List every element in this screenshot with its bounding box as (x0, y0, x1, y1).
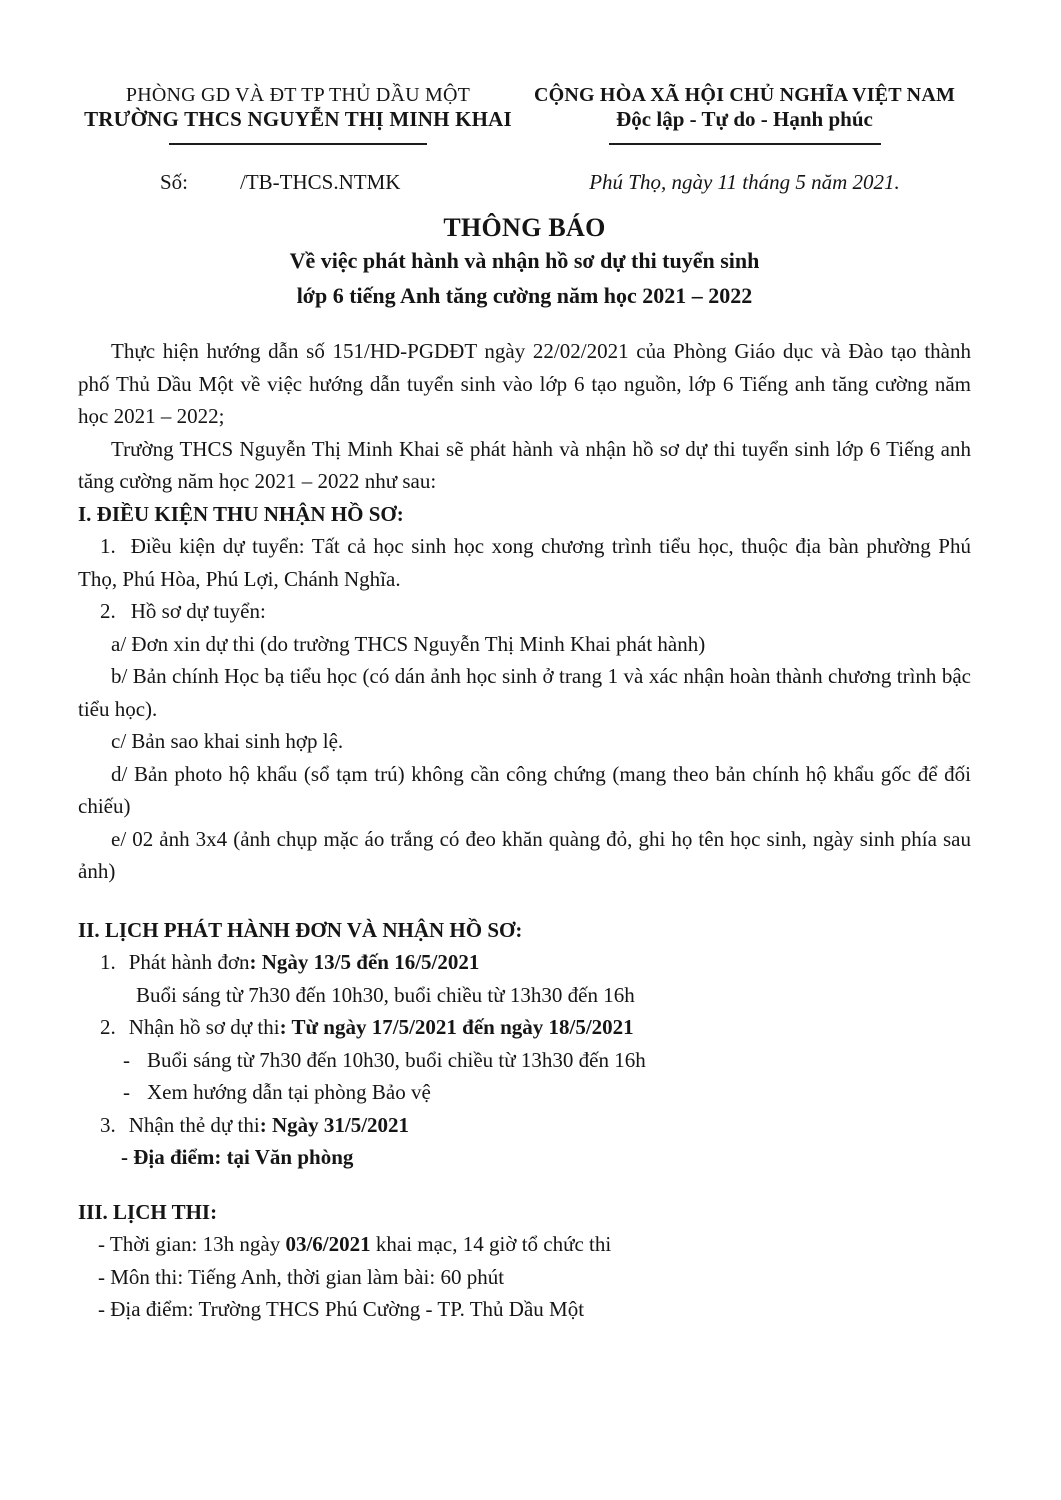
section1-item2-text: Hồ sơ dự tuyển: (130, 599, 266, 623)
issuer-school-name: TRƯỜNG THCS NGUYỄN THỊ MINH KHAI (84, 107, 512, 131)
section2-item2-date: : Từ ngày 17/5/2021 đến ngày 18/5/2021 (279, 1015, 634, 1039)
section1-sub-b: b/ Bản chính Học bạ tiểu học (có dán ảnh học sinh ở trang 1 và xác nhận hoàn thành chương trình bậc tiểu học). (78, 664, 971, 721)
issuer-underline (169, 143, 427, 145)
section3-heading: III. LỊCH THI: (78, 1199, 218, 1224)
section2-item1 (78, 946, 971, 979)
section3-time-pre: - Thời gian: 13h ngày (98, 1232, 286, 1256)
doc-subtitle2: lớp 6 tiếng Anh tăng cường năm học 2021 – 2022 (296, 283, 753, 308)
section2-item2-label: Nhận hồ sơ dự thi (128, 1015, 280, 1039)
section2-item1-date: : Ngày 13/5 đến 16/5/2021 (249, 950, 480, 974)
section1-item1-number: 1. (100, 534, 116, 558)
doc-place-date: Phú Thọ, ngày 11 tháng 5 năm 2021. (589, 170, 900, 194)
national-motto-line1: CỘNG HÒA XÃ HỘI CHỦ NGHĨA VIỆT NAM (533, 84, 956, 106)
doc-meta-row (78, 170, 971, 195)
section2-item3-date: : Ngày 31/5/2021 (259, 1112, 410, 1137)
doc-subtitle1: Về việc phát hành và nhận hồ sơ dự thi tuyển sinh (289, 248, 760, 273)
section2-item2 (78, 1011, 971, 1044)
section2-item3-location: - Địa điểm: tại Văn phòng (121, 1145, 354, 1169)
section2-item1-schedule: Buổi sáng từ 7h30 đến 10h30, buổi chiều từ 13h30 đến 16h (136, 982, 635, 1007)
section1-heading: I. ĐIỀU KIỆN THU NHẬN HỒ SƠ: (78, 501, 404, 526)
doc-number (78, 170, 518, 195)
section3-time-line (78, 1228, 971, 1261)
section2-heading: II. LỊCH PHÁT HÀNH ĐƠN VÀ NHẬN HỒ SƠ: (78, 917, 523, 942)
section3-subject-line: - Môn thi: Tiếng Anh, thời gian làm bài: 60 phút (98, 1264, 505, 1289)
section3-time-post: khai mạc, 14 giờ tổ chức thi (370, 1232, 612, 1256)
letterhead-issuer (78, 84, 518, 150)
section1-item1-text: Điều kiện dự tuyển: Tất cả học sinh học xong chương trình tiểu học, thuộc địa bàn phường Phú Thọ, Phú Hòa, Phú Lợi, Chánh Nghĩa. (78, 534, 971, 591)
section1-sub-a: a/ Đơn xin dự thi (do trường THCS Nguyễn Thị Minh Khai phát hành) (111, 631, 706, 656)
section2-item2-sub1-text: Buổi sáng từ 7h30 đến 10h30, buổi chiều từ 13h30 đến 16h (147, 1047, 646, 1072)
section1-item2-number: 2. (100, 599, 116, 623)
section2-item1-number: 1. (100, 950, 116, 974)
doc-body (78, 335, 971, 1326)
doc-number-value: /TB-THCS.NTMK (240, 170, 401, 194)
letterhead (78, 84, 971, 150)
section2-item3 (78, 1109, 971, 1142)
section1-sub-c: c/ Bản sao khai sinh hợp lệ. (111, 729, 344, 753)
section3-exam-date: 03/6/2021 (285, 1232, 371, 1256)
motto-underline (609, 143, 881, 145)
doc-title: THÔNG BÁO (443, 213, 606, 242)
dash-bullet: - (123, 1080, 130, 1104)
doc-title-block (78, 213, 971, 313)
national-motto-line2: Độc lập - Tự do - Hạnh phúc (616, 107, 873, 131)
section1-sub-e: e/ 02 ảnh 3x4 (ảnh chụp mặc áo trắng có đeo khăn quàng đỏ, ghi họ tên học sinh, ngày sinh phía sau ảnh) (78, 826, 971, 883)
section1-item2 (78, 595, 971, 628)
section2-item3-number: 3. (100, 1112, 116, 1137)
intro-paragraph-1: Thực hiện hướng dẫn số 151/HD-PGDĐT ngày 22/02/2021 của Phòng Giáo dục và Đào tạo thành phố Thủ Dầu Một về việc hướng dẫn tuyển sinh vào lớp 6 tạo nguồn, lớp 6 Tiếng anh tăng cường năm học 2021 – 2022; (78, 339, 971, 428)
intro-paragraph-2: Trường THCS Nguyễn Thị Minh Khai sẽ phát hành và nhận hồ sơ dự thi tuyển sinh lớp 6 Tiếng anh tăng cường năm học 2021 – 2022 như sau: (78, 436, 971, 493)
issuer-department: PHÒNG GD VÀ ĐT TP THỦ DẦU MỘT (125, 84, 471, 106)
section2-item2-sub1 (78, 1044, 971, 1077)
section2-item2-number: 2. (100, 1015, 116, 1039)
section1-item1 (78, 530, 971, 595)
section2-item3-label: Nhận thẻ dự thi (128, 1112, 260, 1137)
letterhead-national (518, 84, 971, 150)
section3-location-line: - Địa điểm: Trường THCS Phú Cường - TP. Thủ Dầu Một (98, 1297, 585, 1321)
section2-item2-sub2-text: Xem hướng dẫn tại phòng Bảo vệ (147, 1080, 431, 1104)
section2-item2-sub2 (78, 1076, 971, 1109)
section2-item1-label: Phát hành đơn (128, 950, 250, 974)
section1-sub-d: d/ Bản photo hộ khẩu (sổ tạm trú) không cần công chứng (mang theo bản chính hộ khẩu gốc để đối chiếu) (78, 761, 971, 818)
doc-number-label: Số: (160, 170, 189, 194)
dash-bullet: - (123, 1047, 130, 1072)
